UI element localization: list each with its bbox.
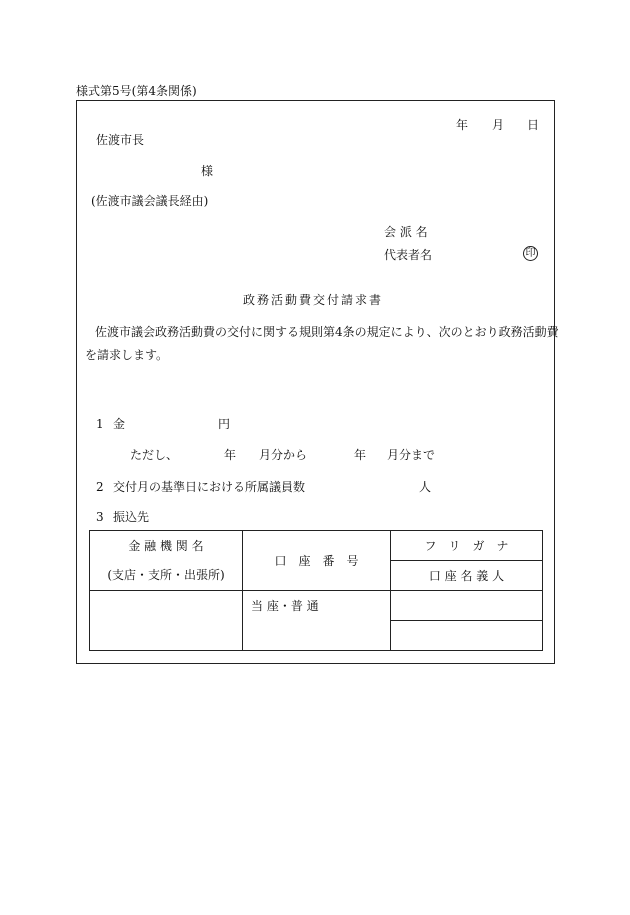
item-1-yen-unit: 円 (218, 417, 231, 431)
item-2-members-label: 交付月の基準日における所属議員数 (113, 480, 306, 494)
item-3-number: 3 (96, 510, 104, 524)
period-prefix: ただし、 (130, 448, 179, 462)
item-2-people-unit: 人 (419, 480, 432, 494)
furigana-header: フ リ ガ ナ (424, 538, 509, 553)
addressee-honorific: 様 (201, 164, 214, 178)
account-type-options[interactable]: 当 座・普 通 (251, 599, 319, 613)
document-title: 政務活動費交付請求書 (243, 293, 384, 307)
item-2-number: 2 (96, 480, 104, 494)
item-1-number: 1 (96, 417, 104, 431)
period-year-from: 年 (224, 448, 237, 462)
period-month-from: 月分から (259, 448, 308, 462)
item-1-amount-label: 金 (113, 417, 126, 431)
account-number-header: 口 座 番 号 (274, 553, 359, 568)
account-number-header-cell (243, 531, 391, 591)
body-text-line-1: 佐渡市議会政務活動費の交付に関する規則第4条の規定により、次のとおり政務活動費 (95, 325, 559, 339)
date-year-label: 年 (456, 118, 469, 132)
addressee-via: (佐渡市議会議長経由) (91, 194, 209, 208)
representative-name-label: 代表者名 (384, 248, 433, 262)
institution-name-value-cell[interactable] (90, 591, 243, 651)
branch-header: (支店・支所・出張所) (107, 568, 225, 583)
account-holder-header-cell (391, 561, 543, 591)
account-holder-header: 口 座 名 義 人 (428, 568, 505, 583)
account-holder-value-cell[interactable] (391, 621, 543, 651)
branch-cell (90, 561, 243, 591)
period-month-to: 月分まで (387, 448, 436, 462)
furigana-value-cell[interactable] (391, 591, 543, 621)
body-text-line-2: を請求します。 (85, 348, 169, 362)
account-number-value-cell[interactable] (243, 591, 391, 651)
item-3-transfer-label: 振込先 (113, 510, 150, 524)
period-year-to: 年 (354, 448, 367, 462)
furigana-header-cell (391, 531, 543, 561)
date-month-label: 月 (492, 118, 505, 132)
bank-account-table (89, 530, 543, 651)
date-day-label: 日 (527, 118, 540, 132)
seal-mark-icon: 印 (523, 246, 538, 261)
institution-name-cell (90, 531, 243, 561)
form-number: 様式第5号(第4条関係) (76, 84, 197, 98)
addressee-mayor: 佐渡市長 (96, 133, 145, 147)
institution-name-header: 金 融 機 関 名 (128, 538, 204, 553)
faction-name-label: 会 派 名 (384, 225, 428, 239)
